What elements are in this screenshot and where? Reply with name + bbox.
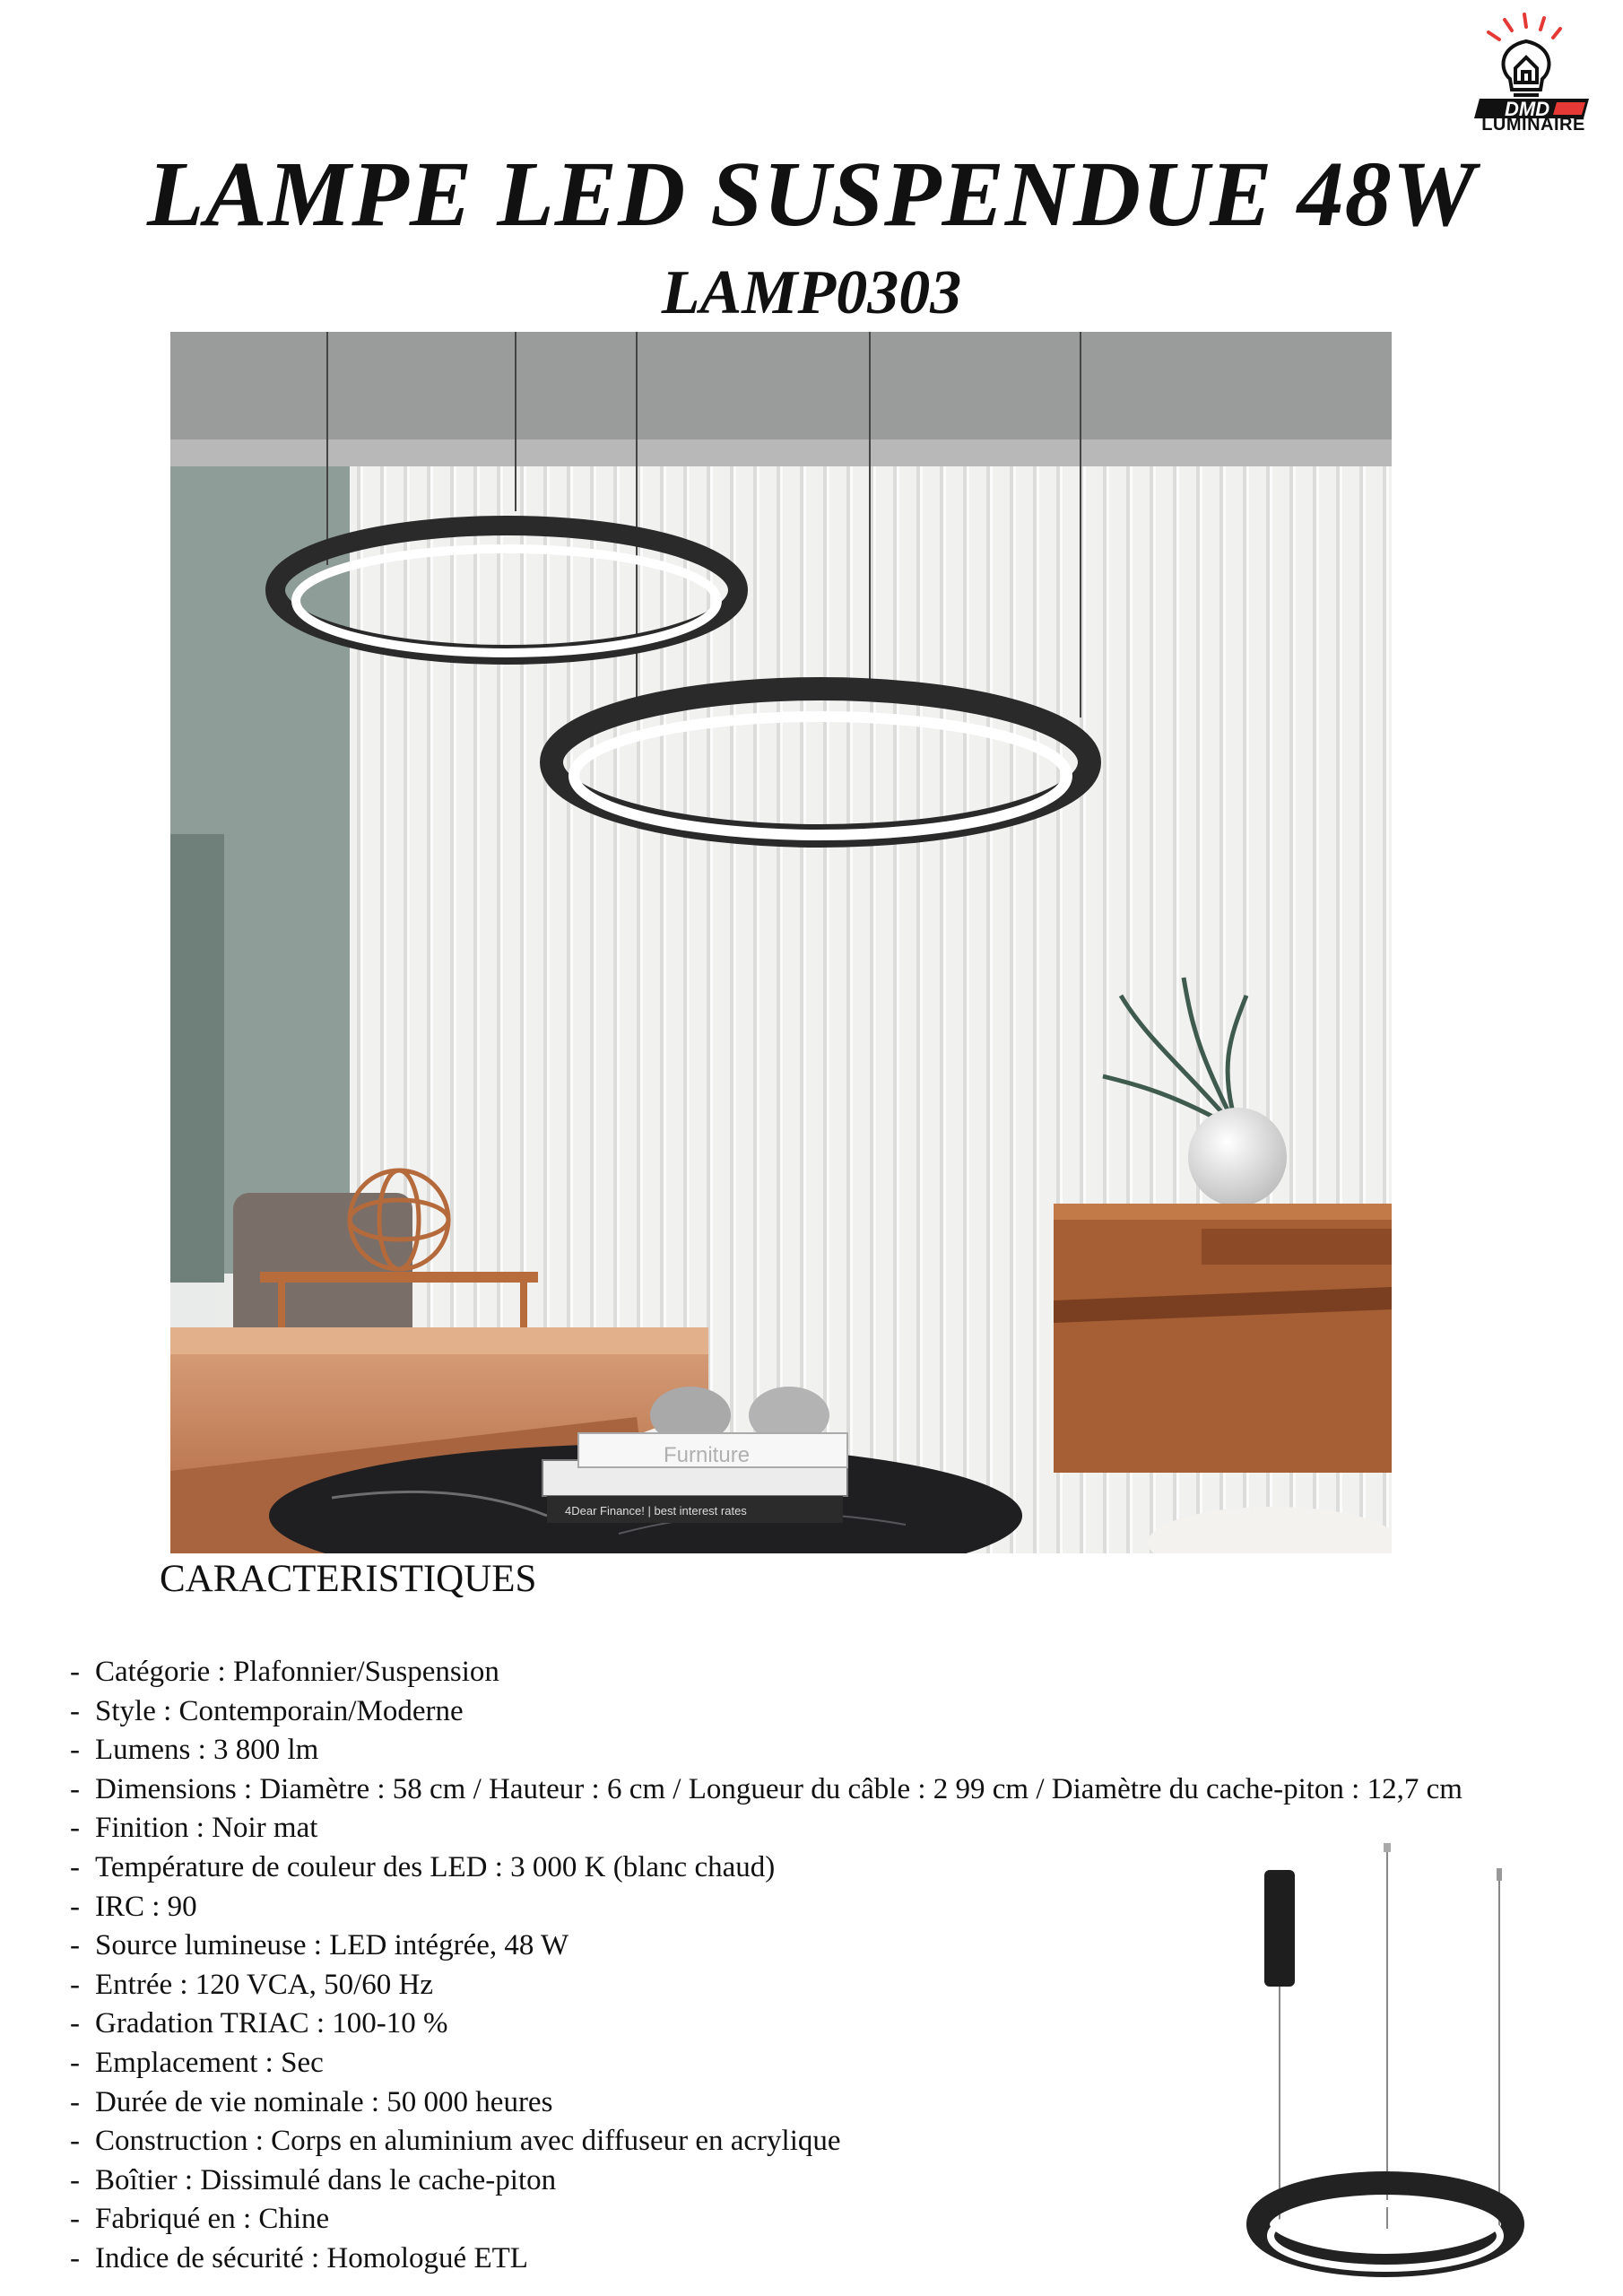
spec-item: - Catégorie : Plafonnier/Suspension	[70, 1656, 499, 1688]
spec-item: - Emplacement : Sec	[70, 2046, 324, 2079]
book-label: 4Dear Finance! | best interest rates	[565, 1504, 747, 1518]
spec-item: - Durée de vie nominale : 50 000 heures	[70, 2085, 553, 2118]
brand-logo-text: LUMINAIRE	[1481, 115, 1585, 135]
section-title: CARACTERISTIQUES	[160, 1558, 537, 1600]
model-number: LAMP0303	[661, 258, 962, 327]
house-lightbulb-icon	[1504, 41, 1549, 95]
spec-item: - Style : Contemporain/Moderne	[70, 1694, 464, 1727]
spec-item: - Indice de sécurité : Homologué ETL	[70, 2241, 528, 2274]
spec-item: - Fabriqué en : Chine	[70, 2203, 330, 2236]
spec-item: - Température de couleur des LED : 3 000 K (blanc chaud)	[70, 1850, 776, 1883]
spec-item: - Construction : Corps en aluminium avec diffuseur en acrylique	[70, 2125, 841, 2158]
spec-item: - Entrée : 120 VCA, 50/60 Hz	[70, 1968, 434, 2001]
svg-text:DMD: DMD	[1505, 98, 1550, 120]
spec-item: - Finition : Noir mat	[70, 1812, 318, 1845]
wooden-sideboard	[1054, 1204, 1392, 1473]
spec-item: - Boîtier : Dissimulé dans le cache-piton	[70, 2163, 557, 2196]
page-title: LAMPE LED SUSPENDUE 48W	[146, 143, 1477, 246]
box-label: Furniture	[664, 1443, 751, 1467]
product-room-photo	[170, 332, 1392, 1553]
light-rays-icon	[1488, 14, 1560, 39]
spec-item: - Lumens : 3 800 lm	[70, 1734, 319, 1767]
spec-item: - Gradation TRIAC : 100-10 %	[70, 2007, 448, 2040]
spec-item: - IRC : 90	[70, 1890, 197, 1923]
ring-pendant-lamp-product	[1237, 1843, 1533, 2283]
spec-item: - Source lumineuse : LED intégrée, 48 W	[70, 1929, 569, 1962]
spec-item: - Dimensions : Diamètre : 58 cm / Hauteur : 6 cm / Longueur du câble : 2 99 cm / Diamètre du cache-piton : 12,7 cm	[70, 1772, 1462, 1805]
